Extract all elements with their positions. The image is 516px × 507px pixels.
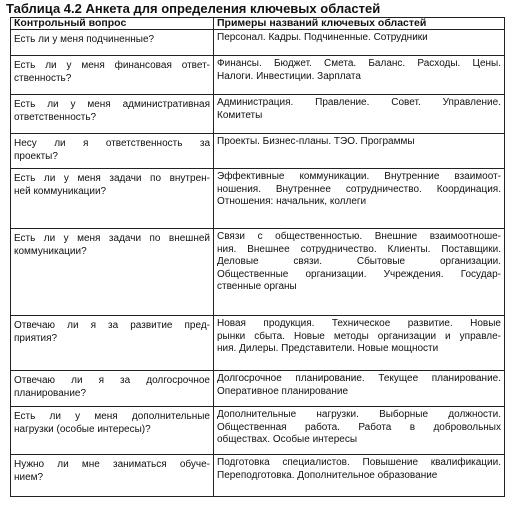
examples-cell	[214, 134, 505, 169]
question-text-line: Есть ли у меня дополнительные	[14, 411, 210, 422]
table-row	[11, 455, 505, 497]
table-row	[11, 95, 505, 134]
examples-text-line: Новая продукция. Техническое развитие. Новые	[217, 318, 501, 329]
header-examples: Примеры названий ключевых областей	[214, 18, 505, 30]
question-cell	[11, 316, 214, 371]
question-cell	[11, 30, 214, 56]
examples-cell	[214, 56, 505, 95]
question-text-line: Нужно ли мне заниматься обуче-	[14, 459, 210, 470]
question-text-line: Есть ли у меня финансовая ответ-	[14, 60, 210, 71]
question-text-line: Есть ли у меня подчиненные?	[14, 34, 155, 45]
table-row	[11, 371, 505, 407]
examples-text-line: Оперативное планирование	[217, 385, 349, 397]
question-cell	[11, 371, 214, 407]
question-cell	[11, 229, 214, 316]
key-areas-table	[10, 17, 505, 497]
examples-text-line: Общественная работа. Работа в добровольных	[217, 421, 501, 433]
examples-text-line: Эффективные коммуникации. Внутренние взаимоот-	[217, 171, 501, 182]
table-row	[11, 30, 505, 56]
examples-text-line: ственные органы	[217, 281, 297, 292]
question-text-line: нагрузки (особые интересы)?	[14, 423, 151, 435]
examples-cell	[214, 371, 505, 407]
question-text-line: Отвечаю ли я за развитие пред-	[14, 320, 210, 331]
question-cell	[11, 407, 214, 455]
question-text-line: проекты?	[14, 150, 58, 162]
question-cell	[11, 95, 214, 134]
examples-text-line: Связи с общественностью. Внешние взаимоотноше-	[217, 231, 501, 242]
question-text-line: Есть ли у меня задачи по внешней	[14, 233, 210, 244]
table-row	[11, 169, 505, 229]
examples-text-line: Проекты. Бизнес-планы. ТЭО. Программы	[217, 136, 415, 147]
question-text-line: приятия?	[14, 332, 58, 344]
question-text-line: коммуникации?	[14, 245, 87, 257]
examples-text-line: Отношения: начальник, коллеги	[217, 196, 367, 207]
examples-cell	[214, 229, 505, 316]
examples-text-line: Комитеты	[217, 109, 263, 121]
examples-text-line: Деловые связи. Сбытовые организации.	[217, 256, 501, 267]
examples-text-line: Общественные организации. Учреждения. Государ-	[217, 268, 501, 280]
question-text-line: Отвечаю ли я за долгосрочное	[14, 375, 210, 386]
examples-text-line: Переподготовка. Дополнительное образование	[217, 469, 438, 481]
examples-text-line: обществах. Особые интересы	[217, 434, 358, 445]
examples-text-line: ния. Внешнее сотрудничество. Клиенты. Поставщики.	[217, 243, 501, 255]
examples-text-line: Финансы. Бюджет. Смета. Баланс. Расходы. Цены.	[217, 58, 501, 69]
question-text-line: нием?	[14, 471, 44, 483]
examples-text-line: рынки сбыта. Новые методы организации и управле-	[217, 330, 501, 342]
examples-text-line: Долгосрочное планирование. Текущее планирование.	[217, 373, 501, 384]
question-cell	[11, 134, 214, 169]
question-cell	[11, 56, 214, 95]
examples-cell	[214, 95, 505, 134]
header-question: Контрольный вопрос	[11, 18, 214, 30]
table-title: Таблица 4.2 Анкета для определения ключевых областей	[6, 1, 381, 16]
table-row	[11, 407, 505, 455]
examples-text-line: Дополнительные нагрузки. Выборные должности.	[217, 409, 501, 420]
question-text-line: ней коммуникации?	[14, 185, 107, 197]
question-text-line: Есть ли у меня административная	[14, 99, 210, 110]
table-row	[11, 316, 505, 371]
question-text-line: Есть ли у меня задачи по внутрен-	[14, 173, 210, 184]
table-row	[11, 229, 505, 316]
examples-text-line: ношения. Внутреннее сотрудничество. Координация.	[217, 183, 501, 195]
examples-text-line: Администрация. Правление. Совет. Управление.	[217, 97, 501, 108]
examples-cell	[214, 169, 505, 229]
examples-text-line: Персонал. Кадры. Подчиненные. Сотрудники	[217, 32, 428, 43]
question-text-line: планирование?	[14, 387, 87, 399]
examples-cell	[214, 455, 505, 497]
examples-cell	[214, 30, 505, 56]
question-cell	[11, 169, 214, 229]
table-row	[11, 134, 505, 169]
table-row	[11, 56, 505, 95]
table-header-row	[11, 18, 505, 30]
examples-text-line: Налоги. Инвестиции. Зарплата	[217, 70, 361, 82]
question-text-line: ответственность?	[14, 111, 97, 123]
examples-cell	[214, 407, 505, 455]
question-cell	[11, 455, 214, 497]
examples-text-line: Подготовка специалистов. Повышение квалификации.	[217, 457, 501, 468]
examples-cell	[214, 316, 505, 371]
examples-text-line: ния. Дилеры. Представители. Новые мощности	[217, 343, 439, 354]
question-text-line: Несу ли я ответственность за	[14, 138, 210, 149]
question-text-line: ственность?	[14, 72, 72, 84]
